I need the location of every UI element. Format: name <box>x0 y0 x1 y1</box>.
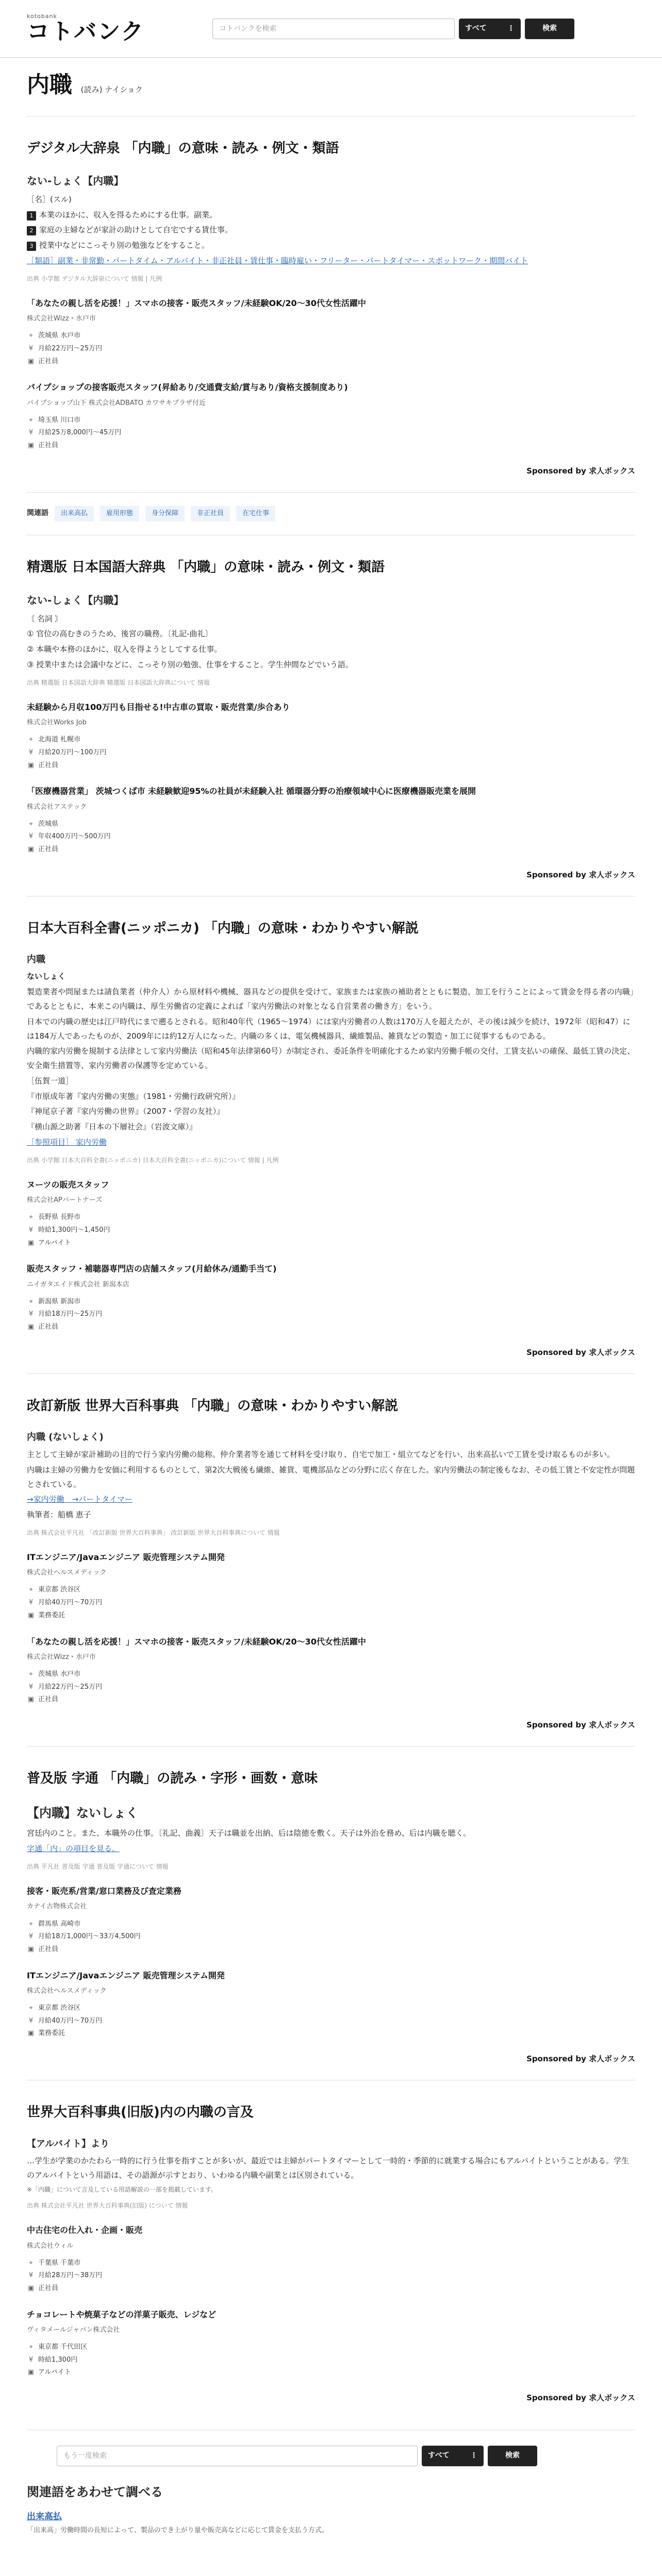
footer-search-button[interactable]: 検索 <box>488 2446 537 2466</box>
sponsor-credit[interactable]: Sponsored by 求人ボックス <box>526 2054 635 2063</box>
job-company: 株式会社APパートナーズ <box>27 1196 103 1205</box>
entry-headword: 【アルバイト】より <box>27 2138 110 2149</box>
definition-2 <box>27 223 635 238</box>
yen-icon: ¥ <box>28 345 34 353</box>
entry-body <box>27 2154 635 2195</box>
section-heading: デジタル大辞泉 「内職」の意味・読み・例文・類語 <box>27 140 339 156</box>
job-pay-text: 月給20万円～100万円 <box>38 748 107 756</box>
job-company: 株式会社ヘルスメディック <box>27 1569 107 1577</box>
location-pin-icon: ⌖ <box>29 1586 33 1594</box>
logo-title: コトバンク <box>27 19 145 45</box>
footer-scope-select[interactable] <box>422 2446 484 2466</box>
job-meta <box>27 2257 635 2295</box>
paragraph: …学生が学業のかたわら一時的に行う仕事を指すことが多いが、最近では主婦がパートタイマーとして一時的・季節的に就業する場合にもアルバイトということがある。学生のアルバイトという用語は、その語源が示すとおり、いわゆる内職や副業とは区別されている。 <box>27 2156 630 2180</box>
job-meta <box>27 2341 635 2379</box>
entry-headword: ない‐しょく【内職】 <box>27 174 124 187</box>
job-pay-text: 年収400万円～500万円 <box>38 833 111 841</box>
job-title[interactable]: ITエンジニア/Javaエンジニア 販売管理システム開発 <box>27 1552 225 1563</box>
bibliography-item: 『神尾京子著『家内労働の世界』（2007・学習の友社）』 <box>27 1107 225 1116</box>
job-pay <box>27 343 635 355</box>
job-company: ニイガタエイド株式会社 新潟本店 <box>27 1280 129 1289</box>
job-location <box>27 2257 635 2270</box>
job-type <box>27 1693 635 1706</box>
page-title: 内職 <box>27 72 72 98</box>
paragraph: 内職的家内労働を規制する法律として家内労働法（昭和45年法律第60号）が制定され、委託条件を明確化するため家内労働手帳の交付、工賃支払いの確保、最低工賃の決定、安全衛生措置等、家内労働者の保護等を定めている。 <box>27 1046 635 1071</box>
part-of-speech: ［名］(スル) <box>27 194 72 204</box>
job-company: 株式会社ウィル <box>27 2242 74 2250</box>
job-pay <box>27 831 635 843</box>
yen-icon: ¥ <box>28 429 34 437</box>
job-pay <box>27 747 635 759</box>
section-nipponica <box>27 896 635 1374</box>
job-title[interactable]: ITエンジニア/Javaエンジニア 販売管理システム開発 <box>27 1970 225 1980</box>
job-title[interactable]: 「あなたの親し活を応援！」スマホの接客・販売スタッフ/未経験OK/20～30代女性活躍中 <box>27 1636 366 1647</box>
location-pin-icon: ⌖ <box>29 332 33 340</box>
section-heading: 世界大百科事典(旧版)内の内職の言及 <box>27 2105 254 2121</box>
job-pay-text: 月給28万円～38万円 <box>38 2272 103 2280</box>
entry-body <box>27 1448 635 1522</box>
job-meta <box>27 1584 635 1622</box>
job-meta <box>27 1211 635 1249</box>
job-pay <box>27 1597 635 1609</box>
job-meta <box>27 818 635 856</box>
job-listing[interactable] <box>27 700 635 772</box>
briefcase-icon: ▣ <box>27 1323 35 1331</box>
footer-search-input[interactable] <box>57 2446 418 2466</box>
entry-body <box>27 193 635 268</box>
paragraph: 製造業者や問屋または請負業者（仲介人）から原材料や機械、器具などの提供を受けて、家族または家族の補助者とともに製造、加工を行うことによって賃金を得る者の内職」であるとともに、本来この内職は、厚生労働省の定義によれば「家内労働法の対象となる自営業者の働き方」をいう。 <box>27 987 634 1011</box>
related-words <box>27 493 635 535</box>
job-pay-text: 月給18万1,000円～33万4,500円 <box>38 1933 141 1941</box>
job-meta <box>27 1296 635 1334</box>
job-location-text: 茨城県 水戸市 <box>38 1670 81 1678</box>
job-listing[interactable] <box>27 784 635 856</box>
job-company: 株式会社Wizz・水戸市 <box>27 1653 96 1661</box>
footer-search-bar <box>27 2430 635 2477</box>
job-type <box>27 1237 635 1250</box>
briefcase-icon: ▣ <box>27 761 35 769</box>
section-sekai-old <box>27 2080 635 2419</box>
briefcase-icon: ▣ <box>27 1945 35 1953</box>
location-pin-icon: ⌖ <box>29 2343 33 2351</box>
sponsor-credit[interactable]: Sponsored by 求人ボックス <box>526 1720 635 1730</box>
scope-label: すべて <box>465 24 487 33</box>
job-pay <box>27 1930 635 1943</box>
job-list <box>27 1884 635 2040</box>
entry-headword: 内職 (ないしょく) <box>27 1432 104 1443</box>
paragraph: 日本での内職の歴史は江戸時代にまで遡るとされる。昭和40年代（1965～1974）には家内労働者の人数は170万人を超えたが、その後は減少を続け、1972年（昭和47）には184万人であったものが、2009年には約12万人になった。内職の多くは、電気機械器具、繊維製品、雑貨などの製造・加工に従事するものである。 <box>27 1016 631 1041</box>
job-type-text: アルバイト <box>38 1239 71 1247</box>
job-listing[interactable] <box>27 296 635 368</box>
briefcase-icon: ▣ <box>27 2284 35 2292</box>
yen-icon: ¥ <box>28 2016 34 2025</box>
job-meta <box>27 2002 635 2040</box>
job-listing[interactable] <box>27 1550 635 1622</box>
related-chip[interactable]: 在宅仕事 <box>236 506 275 521</box>
search-scope-select[interactable] <box>459 19 521 39</box>
job-location-text: 埼玉県 川口市 <box>38 416 81 424</box>
job-location-text: 茨城県 水戸市 <box>38 332 81 340</box>
location-pin-icon: ⌖ <box>29 2259 33 2267</box>
chevron-down-icon: ⋮ <box>507 24 515 33</box>
source-credit: 出典 小学館 日本大百科全書(ニッポニカ) 日本大百科全書(ニッポニカ)について 情報 | 凡例 <box>27 1156 279 1164</box>
job-listing[interactable] <box>27 2223 635 2295</box>
briefcase-icon: ▣ <box>27 1696 35 1704</box>
search-button[interactable]: 検索 <box>525 19 574 39</box>
job-location <box>27 734 635 747</box>
job-pay-text: 月給40万円～70万円 <box>38 1599 103 1607</box>
job-meta <box>27 330 635 368</box>
briefcase-icon: ▣ <box>27 2368 35 2377</box>
definition-3: ③ 授業中または会議中などに、こっそり別の勉強、仕事をすること。学生仲間などでいう語。 <box>27 659 353 669</box>
definition-3 <box>27 239 635 253</box>
job-title[interactable]: 「医療機器営業」 茨城つくば市 未経験歓迎95%の社員が未経験入社 循環器分野の治療領域中心に医療機器販売業を展開 <box>27 786 476 796</box>
job-title[interactable]: 販売スタッフ・補聴器専門店の店舗スタッフ(月給休み/通勤手当て) <box>27 1264 277 1274</box>
job-type <box>27 2027 635 2040</box>
job-meta <box>27 1668 635 1706</box>
yen-icon: ¥ <box>28 833 34 841</box>
bibliography-item: 『横山源之助著『日本の下層社会』（岩波文庫）』 <box>27 1122 197 1132</box>
job-pay <box>27 2015 635 2028</box>
entry-headword: 【内職】ないしょく <box>27 1805 138 1820</box>
number-badge: 3 <box>27 242 36 251</box>
briefcase-icon: ▣ <box>27 442 35 450</box>
footer-related <box>27 2477 635 2558</box>
section-seisenban <box>27 535 635 896</box>
entry-headword: 内職 <box>27 954 45 965</box>
reference-items[interactable]: ［参照項目］ 家内労働 <box>27 1137 107 1147</box>
paragraph: 宮廷内のこと。また、本職外の仕事。〔礼記、曲義〕天子は職並を出納、后は陰徳を敷く。天子は外治を務め、后は内職を聴く。 <box>27 1828 471 1838</box>
job-location <box>27 818 635 831</box>
yen-icon: ¥ <box>28 2272 34 2280</box>
definition-1: ① 官位の高むきのうため、後宮の職務。〔礼記‐曲礼〕 <box>27 629 213 639</box>
job-type-text: 正社員 <box>38 1323 59 1331</box>
location-pin-icon: ⌖ <box>29 736 33 744</box>
job-meta <box>27 734 635 772</box>
job-pay-text: 月給18万円～25万円 <box>38 1310 103 1318</box>
job-location-text: 群馬県 高崎市 <box>38 1920 81 1928</box>
location-pin-icon: ⌖ <box>29 820 33 828</box>
job-title[interactable]: 接客・販売系/営業/窓口業務及び査定業務 <box>27 1886 181 1896</box>
paragraph: 主として主婦が家計補助の目的で行う家内労働の総称。仲介業者等を通じて材料を受け取り、自宅で加工・組立てなどを行い、出来高払いで工賃を受け取るものが多い。 <box>27 1450 615 1460</box>
kanji-link[interactable]: 字通「内」の項目を見る。 <box>27 1844 120 1854</box>
definition-1 <box>27 208 635 223</box>
entry-body <box>27 985 635 1149</box>
paragraph: 内職は主婦の労働力を安価に利用するものとして、第2次大戦後も繊維、雑貨、電機部品などの分野に広く存在した。家内労働法の制定後もなお、その低工賃と不安定性が問題とされている。 <box>27 1465 635 1489</box>
briefcase-icon: ▣ <box>27 845 35 853</box>
number-badge: 1 <box>27 211 36 221</box>
job-location-text: 北海道 札幌市 <box>38 736 81 744</box>
job-company: 株式会社Works Job <box>27 719 87 727</box>
job-pay-text: 時給1,300円 <box>38 2355 78 2364</box>
job-type <box>27 2282 635 2295</box>
job-location <box>27 1211 635 1224</box>
definition-2: ② 本職や本務のほかに、収入を得ようとしてする仕事。 <box>27 645 222 654</box>
sponsor-credit[interactable]: Sponsored by 求人ボックス <box>526 466 635 476</box>
job-type <box>27 843 635 856</box>
job-pay <box>27 1681 635 1694</box>
job-location <box>27 2341 635 2354</box>
entry-body <box>27 612 635 672</box>
job-location <box>27 2002 635 2015</box>
job-listing[interactable] <box>27 1635 635 1706</box>
sponsor-credit[interactable]: Sponsored by 求人ボックス <box>526 2393 635 2402</box>
job-type-text: 正社員 <box>38 357 59 365</box>
job-listing[interactable] <box>27 380 635 452</box>
job-pay <box>27 1224 635 1237</box>
briefcase-icon: ▣ <box>27 2029 35 2038</box>
entry-label: 〘 名詞 〙 <box>27 614 63 623</box>
job-type <box>27 439 635 452</box>
job-type-text: 業務委託 <box>38 1611 65 1619</box>
source-credit: 出典 株式会社平凡社 「改訂新版 世界大百科事典」 改訂新版 世界大百科事典について 情報 <box>27 1529 280 1536</box>
job-location <box>27 1918 635 1931</box>
job-listing[interactable] <box>27 2308 635 2379</box>
job-company: 株式会社アステック <box>27 803 87 811</box>
job-pay-text: 月給25万8,000円～45万円 <box>38 429 122 437</box>
section-heading: 日本大百科全書(ニッポニカ) 「内職」の意味・わかりやすい解説 <box>27 921 419 937</box>
briefcase-icon: ▣ <box>27 357 35 365</box>
job-pay-text: 月給40万円～70万円 <box>38 2016 103 2025</box>
location-pin-icon: ⌖ <box>29 1670 33 1678</box>
job-list <box>27 700 635 856</box>
excerpt-note: ※「内職」について言及している用語解説の一部を掲載しています。 <box>27 2185 217 2193</box>
job-type-text: 正社員 <box>38 845 59 853</box>
job-list <box>27 1550 635 1706</box>
footer-related-word[interactable]: 出来高払 <box>27 2512 62 2522</box>
search-bar <box>212 19 574 39</box>
job-location-text: 茨城県 <box>38 820 59 828</box>
job-type-text: 正社員 <box>38 1945 59 1953</box>
job-listing[interactable] <box>27 1969 635 2040</box>
footer-related-text: 「出来高」労働時間の長短によって、製品のでき上がり量や販売高などに応じて賃金を支払う方式。 <box>27 2527 328 2535</box>
job-company: 株式会社Wizz・水戸市 <box>27 315 96 323</box>
section-daijisen <box>27 116 635 493</box>
job-title[interactable]: チョコレートや焼菓子などの洋菓子販売、レジなど <box>27 2309 217 2319</box>
job-company: ヴィタメールジャパン株式会社 <box>27 2326 120 2334</box>
source-credit: 出典 精選版 日本国語大辞典 精選版 日本国語大辞典について 情報 <box>27 679 210 686</box>
job-type <box>27 355 635 368</box>
job-type <box>27 1609 635 1622</box>
author-ref: ［伍賀一道］ <box>27 1076 74 1086</box>
job-location <box>27 330 635 343</box>
job-location-text: 長野県 長野市 <box>38 1213 81 1222</box>
section-jitsu <box>27 1747 635 2080</box>
yen-icon: ¥ <box>28 748 34 756</box>
job-type-text: 正社員 <box>38 1696 59 1704</box>
definition-text: 本業のほかに、収入を得るためにする仕事。副業。 <box>39 210 218 219</box>
briefcase-icon: ▣ <box>27 1611 35 1619</box>
location-pin-icon: ⌖ <box>29 416 33 424</box>
job-listing[interactable] <box>27 1884 635 1956</box>
job-type <box>27 1321 635 1334</box>
job-list <box>27 1178 635 1334</box>
sponsor-credit[interactable]: Sponsored by 求人ボックス <box>526 1347 635 1357</box>
yen-icon: ¥ <box>28 1310 34 1318</box>
yen-icon: ¥ <box>28 1599 34 1607</box>
entry-headword: ない‐しょく【内職】 <box>27 594 124 606</box>
bibliography-item: 『市原成年著『家内労働の実態』（1981・労働行政研究所）』 <box>27 1091 240 1101</box>
job-listing[interactable] <box>27 1178 635 1249</box>
job-location-text: 東京都 渋谷区 <box>38 1586 81 1594</box>
job-type-text: 正社員 <box>38 761 59 769</box>
site-logo[interactable] <box>27 13 156 45</box>
job-type-text: 正社員 <box>38 2284 59 2292</box>
related-chip[interactable]: 出来高払 <box>55 506 94 521</box>
yen-icon: ¥ <box>28 1933 34 1941</box>
job-title[interactable]: 未経験から月収100万円も目指せる!中古車の買取・販売営業/歩合あり <box>27 702 290 712</box>
cross-reference-links[interactable]: →家内労働 →パートタイマー <box>27 1495 133 1504</box>
section-heading: 精選版 日本国語大辞典 「内職」の意味・読み・例文・類語 <box>27 560 385 575</box>
job-location-text: 東京都 千代田区 <box>38 2343 88 2351</box>
job-type-text: 正社員 <box>38 442 59 450</box>
page-title-reading: (読み) ナイショク <box>80 85 143 94</box>
synonyms-links[interactable]: ［類語］副業・非常勤・パートタイム・アルバイト・非正社員・賃仕事・臨時雇い・フリーター・パートタイマー・スポットワーク・期間バイト <box>27 256 528 265</box>
search-input[interactable] <box>212 19 455 39</box>
job-location-text: 東京都 渋谷区 <box>38 2004 81 2012</box>
definition-text: 家庭の主婦などが家計の助けとして自宅でする賃仕事。 <box>39 225 233 235</box>
source-credit: 出典 株式会社平凡社 世界大百科事典(旧版) について 情報 <box>27 2201 188 2209</box>
job-location <box>27 1668 635 1681</box>
job-type <box>27 2366 635 2379</box>
yen-icon: ¥ <box>28 1226 34 1234</box>
job-type-text: 業務委託 <box>38 2029 65 2038</box>
job-pay <box>27 1308 635 1321</box>
job-company: カナイ古物株式会社 <box>27 1903 87 1911</box>
entry-body <box>27 1826 635 1856</box>
job-title[interactable]: ヌーツの販売スタッフ <box>27 1180 109 1190</box>
job-type-text: アルバイト <box>38 2368 71 2377</box>
job-pay <box>27 2354 635 2367</box>
job-pay-text: 時給1,300円～1,450円 <box>38 1226 110 1234</box>
location-pin-icon: ⌖ <box>29 2004 33 2012</box>
page-title-block <box>27 58 635 116</box>
related-chip[interactable]: 雇用形態 <box>100 506 139 521</box>
job-company: パイプショップ山下 株式会社ADBATO カワサキプラザ付近 <box>27 399 206 407</box>
number-badge: 2 <box>27 226 36 235</box>
job-title[interactable]: 中古住宅の仕入れ・企画・販売 <box>27 2225 143 2235</box>
sponsor-credit[interactable]: Sponsored by 求人ボックス <box>526 870 635 879</box>
site-header <box>0 0 662 58</box>
job-pay-text: 月給22万円～25万円 <box>38 1683 103 1691</box>
job-title[interactable]: パイプショップの接客販売スタッフ(昇給あり/交通費支給/賞与あり/資格支援制度あり) <box>27 382 348 393</box>
job-list <box>27 296 635 452</box>
job-list <box>27 2223 635 2379</box>
job-company: 株式会社ヘルスメディック <box>27 1987 107 1995</box>
briefcase-icon: ▣ <box>27 1239 35 1247</box>
definition-text: 授業中などにこっそり別の勉強などをすること。 <box>39 241 209 250</box>
job-type <box>27 759 635 772</box>
source-credit: 出典 小学館 デジタル大辞泉について 情報 | 凡例 <box>27 275 162 282</box>
job-meta <box>27 414 635 452</box>
yen-icon: ¥ <box>28 1683 34 1691</box>
section-heading: 普及版 字通 「内職」の読み・字形・画数・意味 <box>27 1771 318 1787</box>
job-title[interactable]: 「あなたの親し活を応援！」スマホの接客・販売スタッフ/未経験OK/20～30代女性活躍中 <box>27 298 366 309</box>
job-pay-text: 月給22万円～25万円 <box>38 345 103 353</box>
section-heibonsha <box>27 1374 635 1747</box>
section-heading: 改訂新版 世界大百科事典 「内職」の意味・わかりやすい解説 <box>27 1398 399 1414</box>
job-location-text: 新潟県 新潟市 <box>38 1297 81 1306</box>
yen-icon: ¥ <box>28 2355 34 2364</box>
job-location-text: 千葉県 千葉市 <box>38 2259 81 2267</box>
job-meta <box>27 1918 635 1956</box>
related-chip[interactable]: 身分保障 <box>145 506 185 521</box>
related-chip[interactable]: 非正社員 <box>191 506 230 521</box>
author-credit: 執筆者：船橋 恵子 <box>27 1510 91 1520</box>
chevron-down-icon: ⋮ <box>470 2451 477 2460</box>
entry-reading: ないしょく <box>27 971 66 981</box>
job-listing[interactable] <box>27 1262 635 1333</box>
related-label: 関連語 <box>27 509 48 518</box>
logo-subtitle: kotobank <box>27 13 57 20</box>
location-pin-icon: ⌖ <box>29 1297 33 1306</box>
job-location <box>27 414 635 427</box>
location-pin-icon: ⌖ <box>29 1213 33 1222</box>
source-credit: 出典 平凡社 普及版 字通 普及版 字通について 情報 <box>27 1862 169 1870</box>
footer-related-heading: 関連語をあわせて調べる <box>27 2484 163 2499</box>
job-pay <box>27 2269 635 2282</box>
job-pay <box>27 427 635 439</box>
scope-label: すべて <box>428 2451 450 2460</box>
location-pin-icon: ⌖ <box>29 1920 33 1928</box>
job-location <box>27 1296 635 1309</box>
job-location <box>27 1584 635 1597</box>
job-type <box>27 1943 635 1956</box>
